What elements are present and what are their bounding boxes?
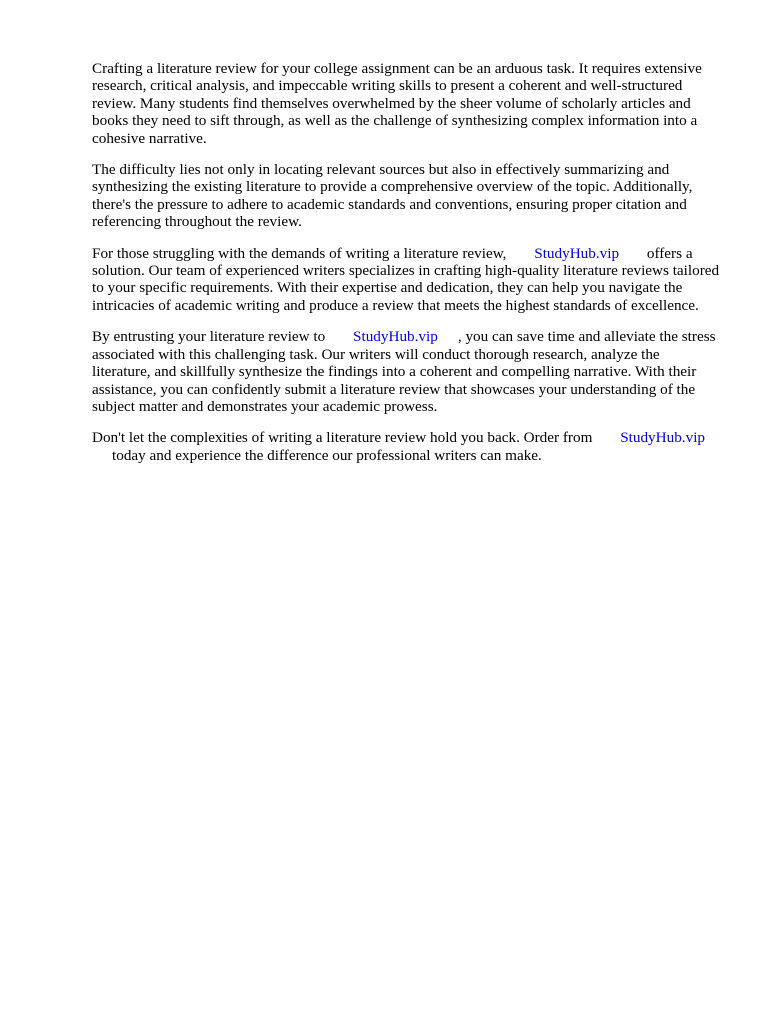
paragraph-intro: Crafting a literature review for your college assignment can be an arduous task. It requires extensive research, critical analysis, and impeccable writing skills to present a coherent and well-structured review. Many students find themselves overwhelmed by the sheer volume of scholarly articles and books they need to sift through, as well as the challenge of synthesizing complex information into a cohesive narrative. <box>92 60 702 147</box>
paragraph-entrusting-text-start: By entrusting your literature review to <box>92 328 326 346</box>
studyhub-link[interactable]: StudyHub.vip <box>620 429 706 447</box>
paragraph-cta-text-end: today and experience the difference our professional writers can make. <box>112 446 542 464</box>
studyhub-link[interactable]: StudyHub.vip <box>534 244 620 262</box>
paragraph-cta-text-start: Don't let the complexities of writing a literature review hold you back. Order from <box>92 429 593 447</box>
document-body <box>92 60 722 478</box>
paragraph-solution <box>92 245 722 315</box>
paragraph-solution-text-start: For those struggling with the demands of writing a literature review, <box>92 244 507 262</box>
paragraph-entrusting-text-end: , you can save time and alleviate the stress associated with this challenging task. Our writers will conduct thorough research, analyze the literature, and skillfully synthesize the findings into a coherent and compelling narrative. With their assistance, you can confidently submit a literature review that showcases your understanding of the subject matter and demonstrates your academic prowess. <box>92 328 716 415</box>
paragraph-difficulty: The difficulty lies not only in locating relevant sources but also in effectively summarizing and synthesizing the existing literature to provide a comprehensive overview of the topic. Additionally, there's the pressure to adhere to academic standards and conventions, ensuring proper citation and referencing throughout the review. <box>92 161 693 231</box>
paragraph-entrusting <box>92 328 722 415</box>
studyhub-link[interactable]: StudyHub.vip <box>353 328 438 346</box>
paragraph-solution-text-end: offers a solution. Our team of experienced writers specializes in crafting high-quality literature reviews tailored to your specific requirements. With their expertise and dedication, they can help you navigate the intricacies of academic writing and produce a review that meets the highest standards of excellence. <box>92 244 720 314</box>
paragraph-call-to-action <box>92 429 722 464</box>
